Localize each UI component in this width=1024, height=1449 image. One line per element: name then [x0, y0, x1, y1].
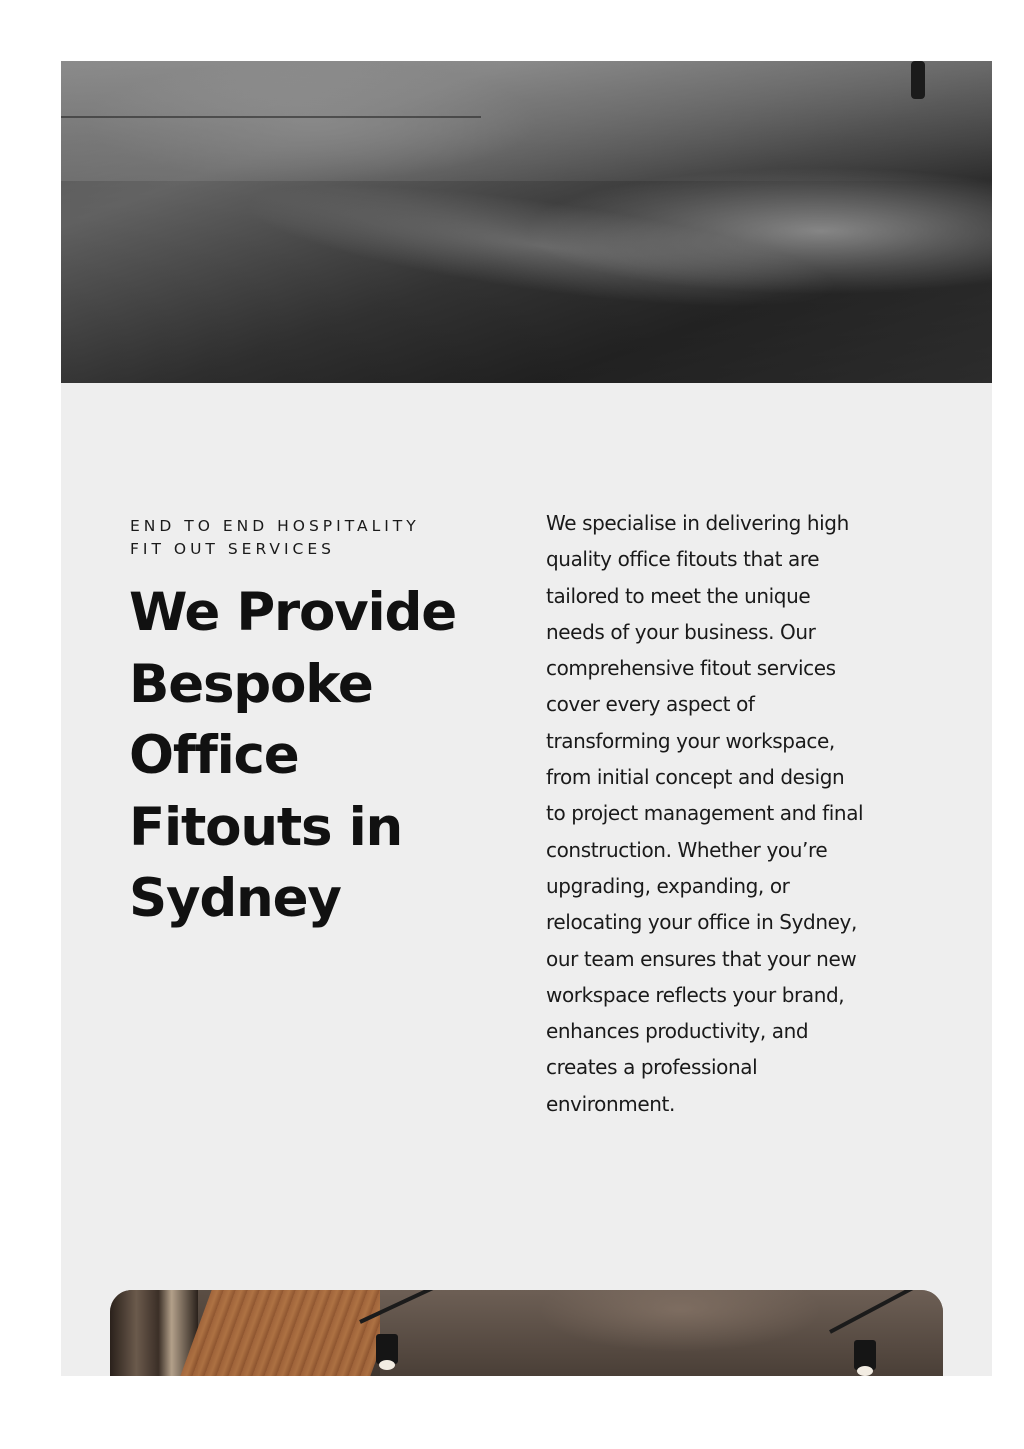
hero-image — [61, 61, 992, 383]
heading-line: Sydney — [129, 868, 341, 929]
hero-ceiling-band — [61, 61, 992, 181]
description-line: transforming your workspace, — [546, 728, 835, 753]
description-line: enhances productivity, and — [546, 1019, 809, 1044]
gallery-pendant-light — [854, 1340, 876, 1370]
description-line: relocating your office in Sydney, — [546, 910, 857, 935]
description-line: We specialise in delivering high — [546, 511, 849, 535]
gallery-image — [110, 1290, 943, 1376]
description-line: tailored to meet the unique — [546, 583, 811, 608]
description-line: construction. Whether you’re — [546, 837, 828, 862]
section-description — [546, 505, 931, 1122]
eyebrow-line: FIT OUT SERVICES — [130, 540, 336, 558]
description-line: creates a professional — [546, 1055, 758, 1080]
hero-light-fixture — [911, 61, 925, 99]
description-line: our team ensures that your new — [546, 946, 857, 971]
hero-ceiling-line — [61, 116, 481, 118]
heading-line: We Provide — [129, 582, 456, 643]
description-line: quality office fitouts that are — [546, 547, 820, 572]
description-line: workspace reflects your brand, — [546, 982, 845, 1007]
description-line: cover every aspect of — [546, 692, 755, 717]
description-line: from initial concept and design — [546, 765, 845, 790]
gallery-timber-wall — [180, 1290, 401, 1376]
description-line: comprehensive fitout services — [546, 656, 836, 681]
section-eyebrow — [130, 515, 490, 561]
gallery-pendant-light — [376, 1334, 398, 1364]
heading-line: Bespoke — [129, 653, 373, 715]
description-line: needs of your business. Our — [546, 619, 816, 644]
heading-line: Office — [129, 725, 299, 786]
eyebrow-line: END TO END HOSPITALITY — [130, 517, 420, 535]
heading-line: Fitouts in — [129, 796, 403, 858]
hero-floor-sheen — [238, 160, 845, 333]
description-line: upgrading, expanding, or — [546, 873, 790, 898]
section-heading — [129, 577, 509, 935]
description-line: to project management and final — [546, 801, 864, 826]
description-line: environment. — [546, 1091, 675, 1116]
